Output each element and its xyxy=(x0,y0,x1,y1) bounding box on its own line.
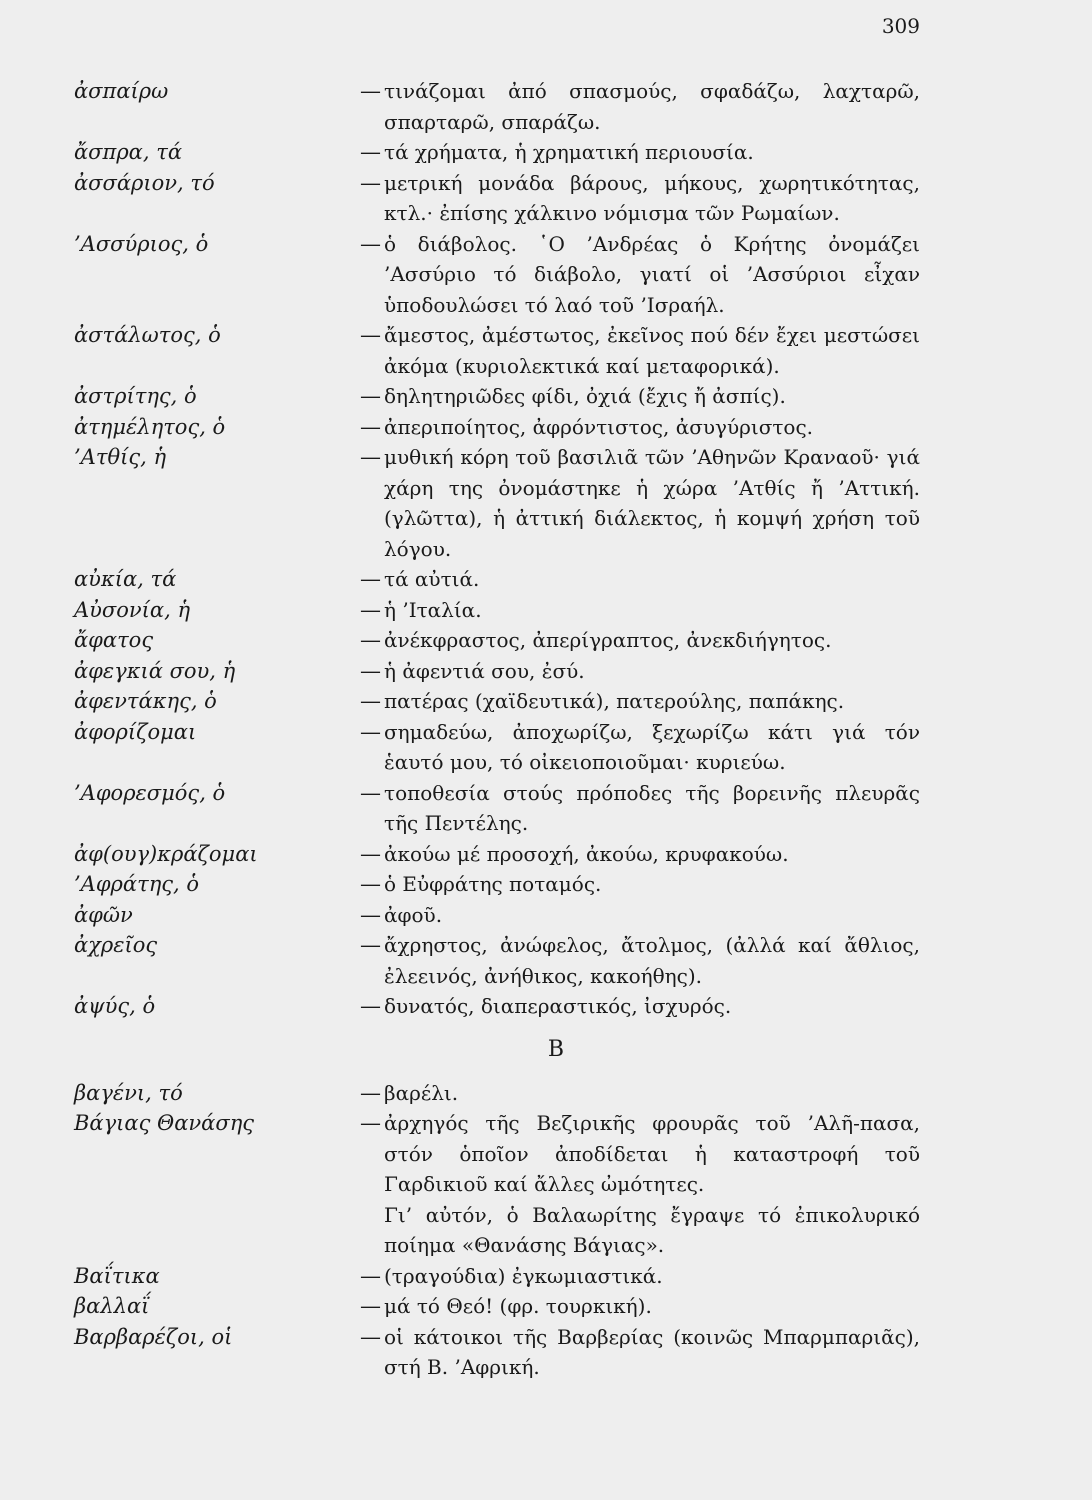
entry-term: ’Αφορεσμός, ὁ xyxy=(74,780,226,805)
glossary-entry xyxy=(0,717,1092,778)
entry-definition: τά χρήματα, ἡ χρηματική περιουσία. xyxy=(384,140,754,164)
entry-dash: — xyxy=(360,384,381,408)
entry-term: ἀψύς, ὁ xyxy=(74,994,156,1018)
entry-dash: — xyxy=(360,1263,381,1288)
entry-definition: ἀφοῦ. xyxy=(384,902,443,927)
entry-term: Αὐσονία, ἡ xyxy=(74,597,191,622)
entry-definition: ἡ ’Ιταλία. xyxy=(384,597,482,622)
entry-term: ἀτημέλητος, ὁ xyxy=(74,414,226,439)
entry-dash: — xyxy=(360,1294,381,1318)
entry-dash: — xyxy=(360,597,381,622)
glossary-entry xyxy=(0,839,1092,870)
entry-dash: — xyxy=(360,628,381,652)
entry-definition: ἡ ἀφεντιά σου, ἐσύ. xyxy=(384,658,585,683)
entry-definition: μετρική μονάδα βάρους, μήκους, χωρητικότητας, κτλ.· ἐπίσης χάλκινο νόμισμα τῶν Ρωμαίων. xyxy=(384,170,920,225)
entry-term: ἀσσάριον, τό xyxy=(74,170,215,195)
glossary-entry xyxy=(0,442,1092,564)
glossary xyxy=(0,76,1092,1383)
entry-dash: — xyxy=(360,1324,381,1349)
glossary-entry xyxy=(0,991,1092,1022)
entry-dash: — xyxy=(360,1080,381,1105)
entry-dash: — xyxy=(360,780,381,805)
entry-term: ’Αφράτης, ὁ xyxy=(74,872,200,896)
glossary-entry xyxy=(0,1291,1092,1322)
entry-definition: μυθική κόρη τοῦ βασιλιᾶ τῶν ’Αθηνῶν Κραναοῦ· γιά χάρη της ὀνομάστηκε ἡ χώρα ’Ατθίς ἤ ’Αττική. (γλῶττα), ἡ ἀττική διάλεκτος, ἡ κομψή χρήση τοῦ λόγου. xyxy=(384,445,920,561)
glossary-entry xyxy=(0,137,1092,168)
entry-definition: τά αὐτιά. xyxy=(384,567,480,591)
entry-term: βαγένι, τό xyxy=(74,1080,183,1105)
glossary-entry xyxy=(0,625,1092,656)
entry-dash: — xyxy=(360,902,381,927)
entry-dash: — xyxy=(360,323,381,347)
glossary-entry xyxy=(0,412,1092,443)
entry-term: Βαρβαρέζοι, οἱ xyxy=(74,1324,233,1349)
entry-definition: ὁ Εὐφράτης ποταμός. xyxy=(384,872,602,896)
entry-definition: δυνατός, διαπεραστικός, ἰσχυρός. xyxy=(384,994,732,1018)
entry-term: ’Ασσύριος, ὁ xyxy=(74,231,209,256)
entry-term: ἀφεγκιά σου, ἡ xyxy=(74,658,236,683)
entries-beta xyxy=(0,1078,1092,1383)
entry-dash: — xyxy=(360,414,381,439)
entry-dash: — xyxy=(360,689,381,713)
entry-definition: δηλητηριῶδες φίδι, ὀχιά (ἔχις ἤ ἀσπίς). xyxy=(384,384,786,408)
glossary-entry xyxy=(0,1261,1092,1292)
entry-term: ἄφατος xyxy=(74,628,154,652)
entry-dash: — xyxy=(360,841,381,866)
entry-term: ’Ατθίς, ἡ xyxy=(74,445,167,469)
entry-term: βαλλαΐ xyxy=(74,1294,150,1318)
entry-definition: ὁ διάβολος. ῾Ο ’Ανδρέας ὁ Κρήτης ὀνομάζει ’Ασσύριο τό διάβολο, γιατί οἱ ’Ασσύριοι εἶχαν ὑποδουλώσει τό λαό τοῦ ’Ισραήλ. xyxy=(384,231,920,317)
entry-definition: πατέρας (χαϊδευτικά), πατερούλης, παπάκης. xyxy=(384,689,845,713)
entry-dash: — xyxy=(360,719,381,744)
glossary-entry xyxy=(0,778,1092,839)
entry-term: ἀφ(ουγ)κράζομαι xyxy=(74,841,258,866)
glossary-entry xyxy=(0,1108,1092,1261)
glossary-entry xyxy=(0,686,1092,717)
entry-term: Βάγιας Θανάσης xyxy=(74,1111,255,1135)
entry-dash: — xyxy=(360,567,381,591)
section-heading: Β xyxy=(547,1036,565,1062)
entry-dash: — xyxy=(360,170,381,195)
glossary-entry xyxy=(0,900,1092,931)
glossary-entry xyxy=(0,320,1092,381)
entry-term: αὐκία, τά xyxy=(74,567,177,591)
glossary-entry xyxy=(0,564,1092,595)
entry-definition: ἄμεστος, ἀμέστωτος, ἐκεῖνος πού δέν ἔχει μεστώσει ἀκόμα (κυριολεκτικά καί μεταφορικά). xyxy=(384,323,920,378)
glossary-entry xyxy=(0,656,1092,687)
entry-term: ἀφεντάκης, ὁ xyxy=(74,689,217,713)
entry-dash: — xyxy=(360,140,381,164)
entry-definition: ἀπεριποίητος, ἀφρόντιστος, ἀσυγύριστος. xyxy=(384,414,814,439)
glossary-entry xyxy=(0,1322,1092,1383)
entry-definition: οἱ κάτοικοι τῆς Βαρβερίας (κοινῶς Μπαρμπαριᾶς), στή Β. ’Αφρική. xyxy=(384,1324,920,1379)
entry-term: Βαΐτικα xyxy=(74,1263,160,1288)
glossary-entry xyxy=(0,595,1092,626)
entry-definition: ἀκούω μέ προσοχή, ἀκούω, κρυφακούω. xyxy=(384,841,789,866)
entry-term: ἀφορίζομαι xyxy=(74,719,197,744)
entry-dash: — xyxy=(360,994,381,1018)
entry-definition: ἄχρηστος, ἀνώφελος, ἄτολμος, (ἀλλά καί ἄθλιος, ἐλεεινός, ἀνήθικος, κακοήθης). xyxy=(384,933,920,988)
entry-definition: τοποθεσία στούς πρόποδες τῆς βορεινῆς πλευρᾶς τῆς Πεντέλης. xyxy=(384,780,920,835)
entry-dash: — xyxy=(360,231,381,256)
entry-term: ἀφῶν xyxy=(74,902,133,927)
glossary-entry xyxy=(0,930,1092,991)
glossary-entry xyxy=(0,76,1092,137)
glossary-entry xyxy=(0,869,1092,900)
page-number: 309 xyxy=(881,14,920,38)
glossary-entry xyxy=(0,229,1092,321)
entry-term: ἀστρίτης, ὁ xyxy=(74,384,197,408)
entry-definition: μά τό Θεό! (φρ. τουρκική). xyxy=(384,1294,652,1318)
entry-definition: βαρέλι. xyxy=(384,1080,459,1105)
entry-note: Γι’ αὐτόν, ὁ Βαλαωρίτης ἔγραψε τό ἐπικολυρικό ποίημα «Θανάσης Βάγιας». xyxy=(384,1202,920,1257)
entry-definition: ἀρχηγός τῆς Βεζιρικῆς φρουρᾶς τοῦ ’Αλῆ-πασα, στόν ὁποῖον ἀποδίδεται ἡ καταστροφή τοῦ Γαρδικιοῦ καί ἄλλες ὠμότητες. xyxy=(384,1111,920,1196)
entries-alpha xyxy=(0,76,1092,1022)
entry-dash: — xyxy=(360,658,381,683)
entry-dash: — xyxy=(360,872,381,896)
glossary-entry xyxy=(0,1078,1092,1109)
entry-definition: ἀνέκφραστος, ἀπερίγραπτος, ἀνεκδιήγητος. xyxy=(384,628,832,652)
glossary-entry xyxy=(0,381,1092,412)
entry-dash: — xyxy=(360,79,381,103)
entry-definition: σημαδεύω, ἀποχωρίζω, ξεχωρίζω κάτι γιά τόν ἑαυτό μου, τό οἰκειοποιοῦμαι· κυριεύω. xyxy=(384,719,920,774)
entry-term: ἀσπαίρω xyxy=(74,79,169,103)
entry-term: ἀχρεῖος xyxy=(74,933,158,957)
entry-term: ἄσπρα, τά xyxy=(74,140,182,164)
entry-definition: τινάζομαι ἀπό σπασμούς, σφαδάζω, λαχταρῶ, σπαρταρῶ, σπαράζω. xyxy=(384,79,920,134)
entry-definition: (τραγούδια) ἐγκωμιαστικά. xyxy=(384,1263,663,1288)
entry-dash: — xyxy=(360,445,381,469)
entry-dash: — xyxy=(360,933,381,957)
entry-term: ἀστάλωτος, ὁ xyxy=(74,323,221,347)
glossary-entry xyxy=(0,168,1092,229)
entry-dash: — xyxy=(360,1111,381,1135)
